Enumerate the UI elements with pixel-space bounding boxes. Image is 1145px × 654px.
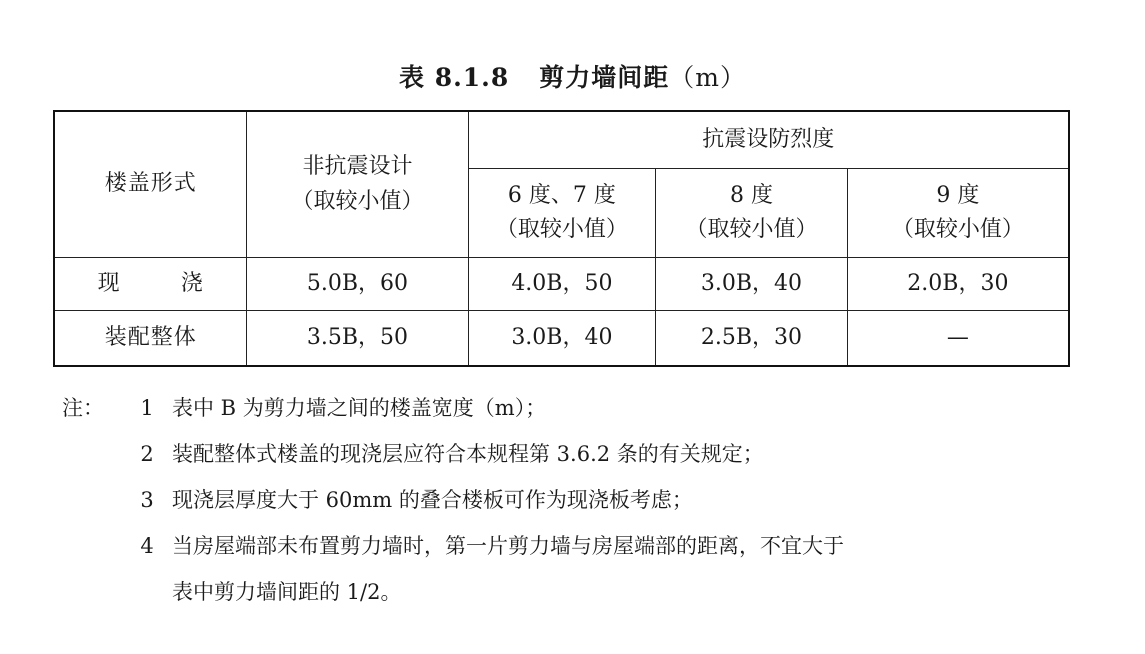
table-title: 剪力墙间距 (539, 63, 670, 92)
header-deg9 (847, 169, 1069, 258)
note-text: 当房屋端部未布置剪力墙时，第一片剪力墙与房屋端部的距离，不宜大于 (172, 534, 844, 558)
note-index: 2 (140, 442, 154, 466)
note-item (62, 431, 1102, 477)
table-caption (0, 58, 1145, 94)
header-seismic-group: 抗震设防烈度 (468, 111, 1069, 169)
note-text: 表中 B 为剪力墙之间的楼盖宽度（m）； (172, 396, 547, 420)
header-floor-type: 楼盖形式 (54, 111, 247, 258)
table-notes (62, 385, 1102, 615)
row-label-assembled-monolithic: 装配整体 (54, 311, 247, 367)
row-label-part1: 现 (97, 270, 121, 296)
note-continuation-text: 表中剪力墙间距的 1/2。 (172, 580, 402, 604)
note-continuation (62, 569, 1102, 615)
notes-prefix: 注： (62, 396, 104, 420)
header-deg8-line1: 8 度 (729, 182, 773, 208)
header-deg8 (656, 169, 848, 258)
note-index: 3 (140, 488, 154, 512)
cell-deg67: 4.0B，50 (468, 258, 656, 311)
note-index: 1 (140, 396, 154, 420)
header-deg67 (468, 169, 656, 258)
table-row (54, 258, 1069, 311)
header-non-seismic (247, 111, 468, 258)
cell-deg67: 3.0B，40 (468, 311, 656, 367)
table-row (54, 311, 1069, 367)
header-deg9-line1: 9 度 (936, 182, 980, 208)
row-label-part2: 浇 (180, 270, 204, 296)
shear-wall-spacing-table (53, 110, 1070, 367)
table-unit: （m） (669, 63, 747, 92)
cell-non-seismic: 5.0B，60 (247, 258, 468, 311)
cell-non-seismic: 3.5B，50 (247, 311, 468, 367)
cell-deg9: 2.0B，30 (847, 258, 1069, 311)
note-text: 现浇层厚度大于 60mm 的叠合楼板可作为现浇板考虑； (172, 488, 693, 512)
row-label-cast-in-place (54, 258, 247, 311)
header-deg67-line1: 6 度、7 度 (507, 182, 616, 208)
cell-deg8: 2.5B，30 (656, 311, 848, 367)
table-number: 表 8.1.8 (398, 63, 510, 92)
note-text: 装配整体式楼盖的现浇层应符合本规程第 3.6.2 条的有关规定； (172, 442, 764, 466)
header-deg8-line2: （取较小值） (685, 217, 818, 242)
header-deg67-line2: （取较小值） (495, 217, 628, 242)
cell-deg9: — (847, 311, 1069, 367)
note-index: 4 (140, 534, 154, 558)
header-deg9-line2: （取较小值） (891, 217, 1024, 242)
header-non-seismic-line1: 非抗震设计 (302, 154, 413, 180)
header-row-1 (54, 111, 1069, 169)
note-item (62, 523, 1102, 569)
note-item (62, 477, 1102, 523)
note-item (62, 385, 1102, 431)
header-non-seismic-line2: （取较小值） (291, 188, 424, 214)
cell-deg8: 3.0B，40 (656, 258, 848, 311)
